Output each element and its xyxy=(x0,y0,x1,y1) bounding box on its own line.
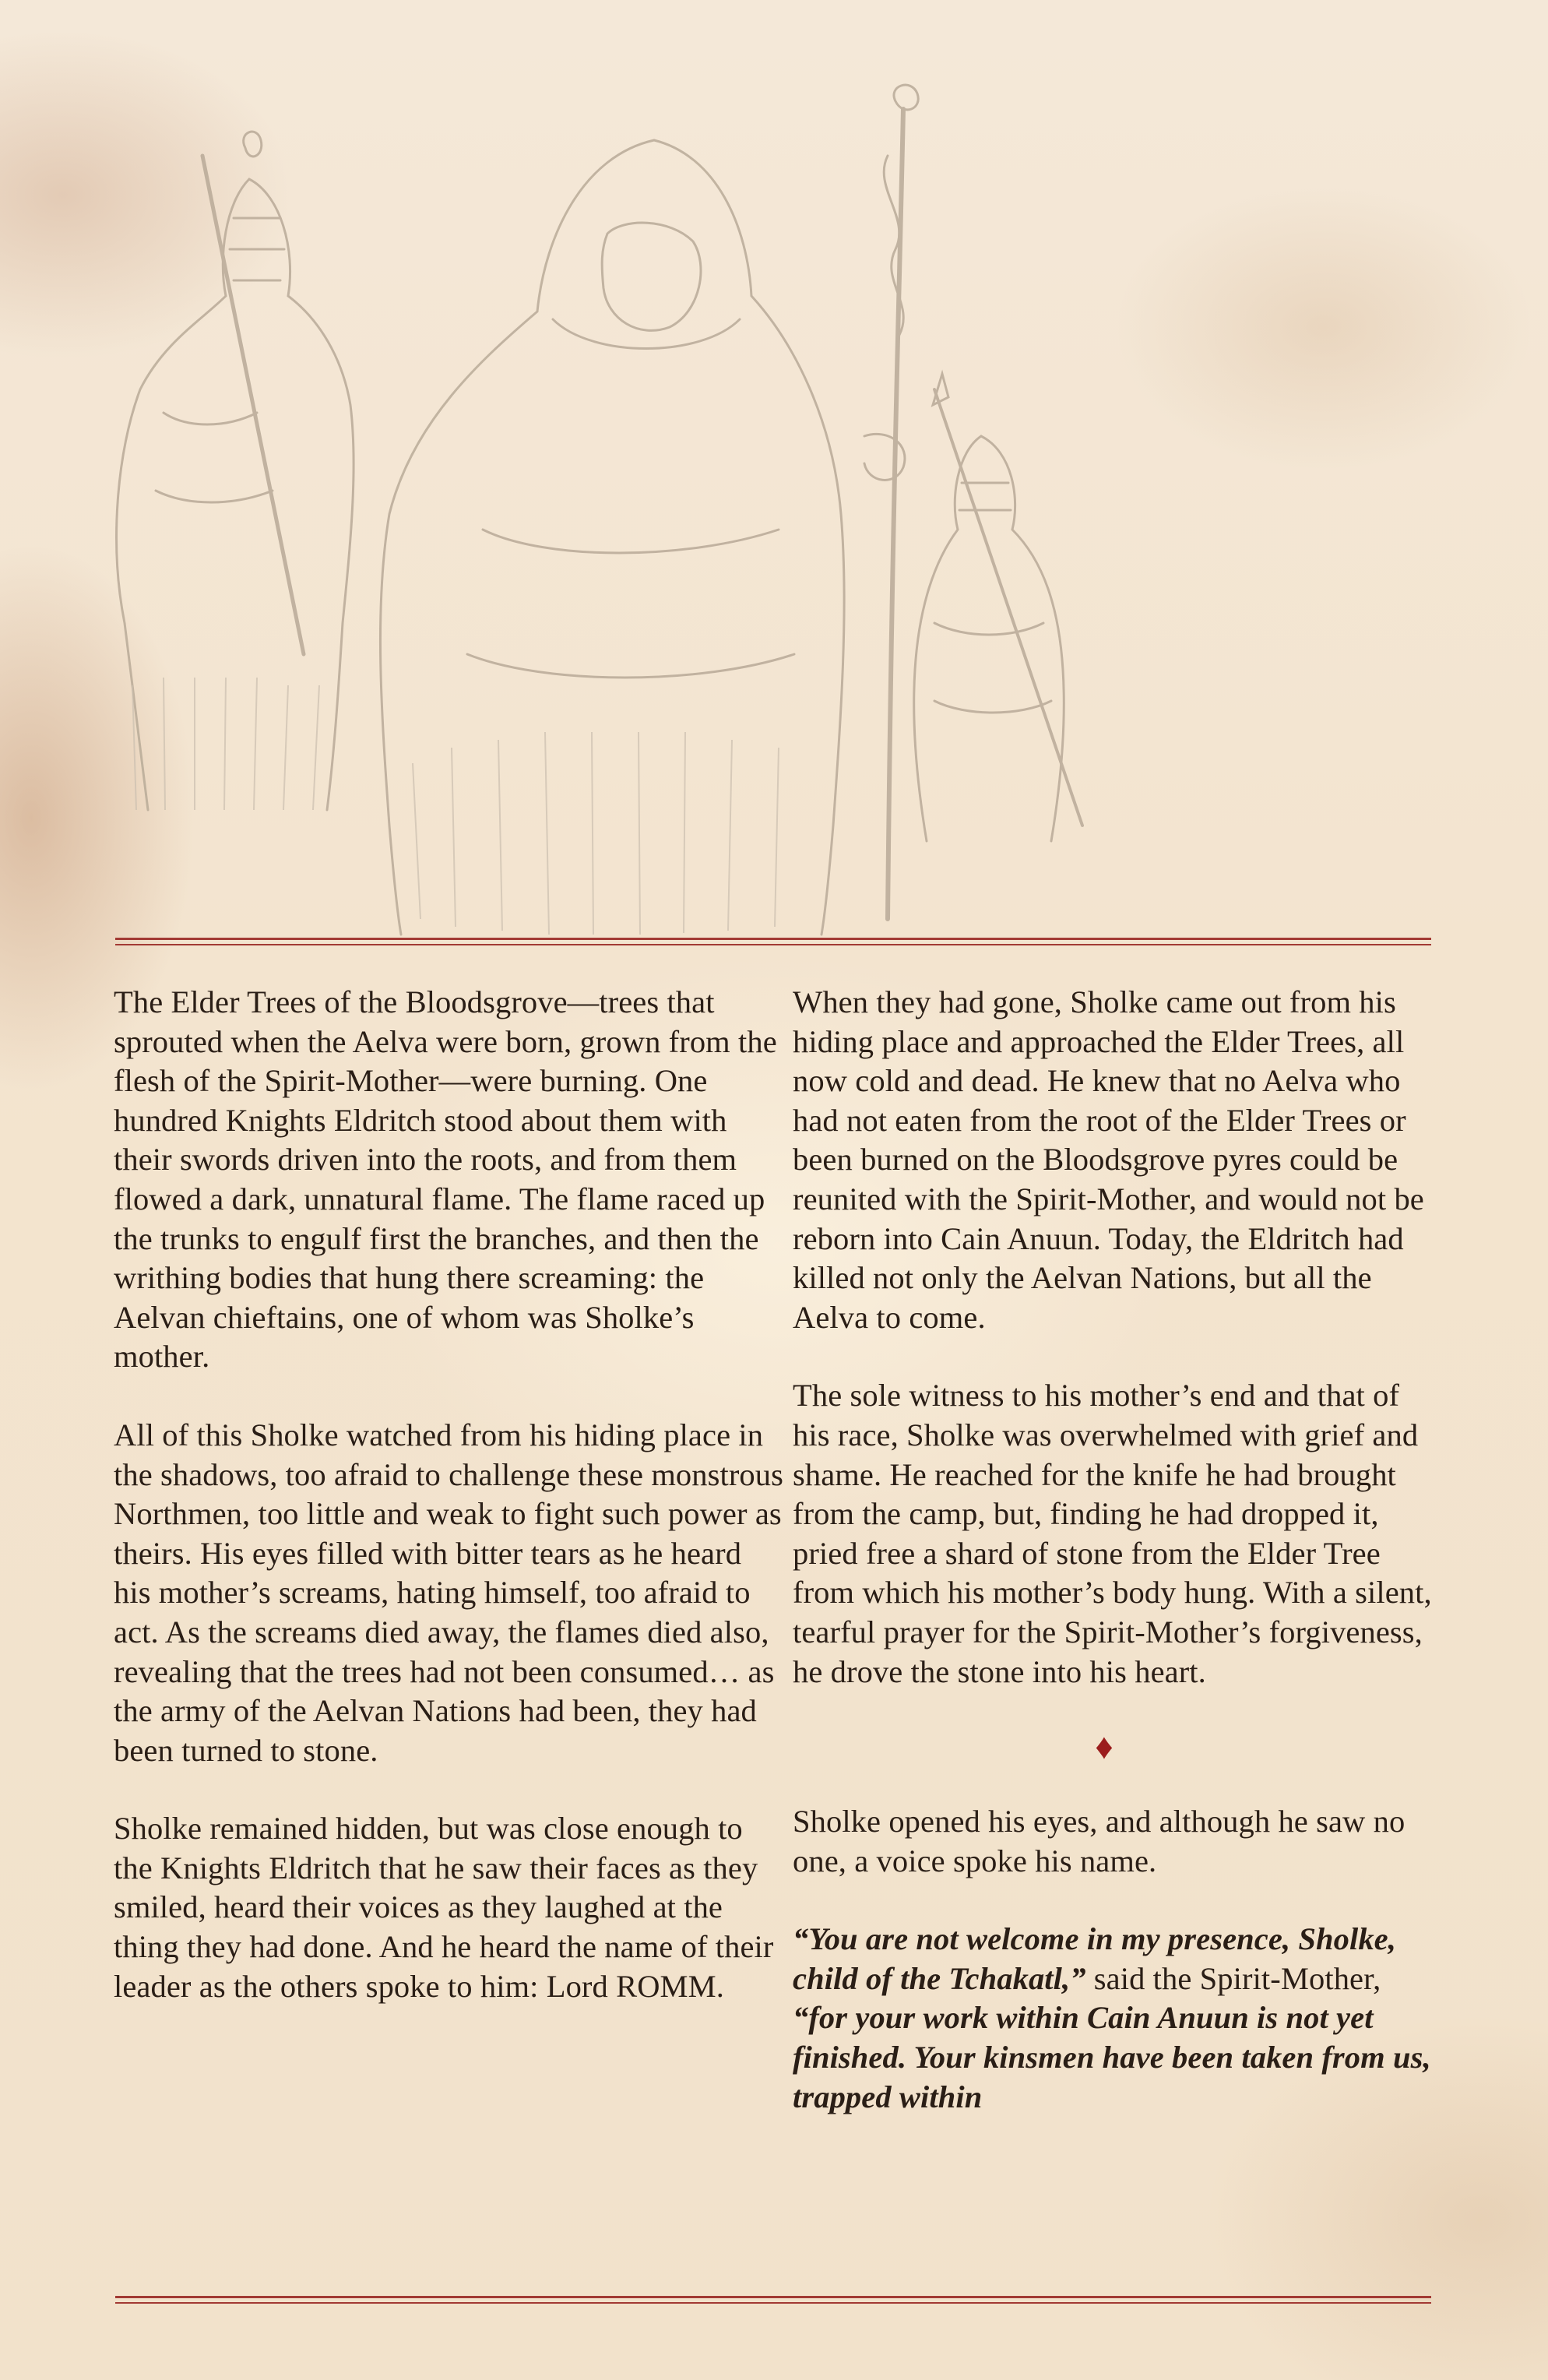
dialogue-attribution: said the Spirit-Mother, xyxy=(1085,1960,1381,1996)
sketch-illustration xyxy=(47,62,1261,942)
spirit-mother-quote-1: “You are not welcome in my presence, Sholke, child of the Tchakatl,” xyxy=(793,1921,1396,1996)
left-paragraph-1: The Elder Trees of the Bloodsgrove—trees that sprouted when the Aelva were born, grown from the flesh of the Spirit-Mother—were burning. One hundred Knights Eldritch stood about them with their swords driven into the roots, and from them flowed a dark, unnatural flame. The flame raced up the trunks to engulf first the branches, and then the writhing bodies that hung there screaming: the Aelvan chieftains, one of whom was Sholke’s mother. xyxy=(114,984,777,1375)
bottom-divider-rule xyxy=(115,2296,1431,2304)
left-paragraph-2: All of this Sholke watched from his hiding place in the shadows, too afraid to challenge these monstrous Northmen, too little and weak to fight such power as theirs. His eyes filled with bitter tears as he heard his mother’s screams, hating himself, too afraid to act. As the screams died away, the flames died also, revealing that the trees had not been consumed… as the army of the Aelvan Nations had been, they had been turned to stone. xyxy=(114,1417,783,1768)
right-paragraph-1: When they had gone, Sholke came out from his hiding place and approached the Elder Trees, all now cold and dead. He knew that no Aelva who had not eaten from the root of the Elder Trees or been burned on the Bloodsgrove pyres could be reunited with the Spirit-Mother, and would not be reborn into Cain Anuun. Today, the Eldritch had killed not only the Aelvan Nations, but all the Aelva to come. xyxy=(793,984,1424,1335)
top-divider-rule xyxy=(115,938,1431,945)
right-paragraph-3: Sholke opened his eyes, and although he saw no one, a voice spoke his name. xyxy=(793,1804,1406,1878)
left-text-column xyxy=(114,983,783,2045)
spirit-mother-quote-2: “for your work within Cain Anuun is not yet finished. Your kinsmen have been taken from us, trapped within xyxy=(793,2000,1431,2114)
right-text-column xyxy=(793,983,1439,2156)
left-paragraph-3: Sholke remained hidden, but was close enough to the Knights Eldritch that he saw their faces as they smiled, heard their voices as they laughed at the thing they had done. And he heard the name of their leader as the others spoke to him: Lord ROMM. xyxy=(114,1811,774,2004)
right-paragraph-4 xyxy=(793,1920,1439,2117)
diamond-ornament-icon: ♦ xyxy=(1095,1727,1114,1767)
right-paragraph-2: The sole witness to his mother’s end and that of his race, Sholke was overwhelmed with grief and shame. He reached for the knife he had brought from the camp, but, finding he had dropped it, pried free a shard of stone from the Elder Tree from which his mother’s body hung. With a silent, tearful prayer for the Spirit-Mother’s forgiveness, he drove the stone into his heart. xyxy=(793,1378,1432,1689)
